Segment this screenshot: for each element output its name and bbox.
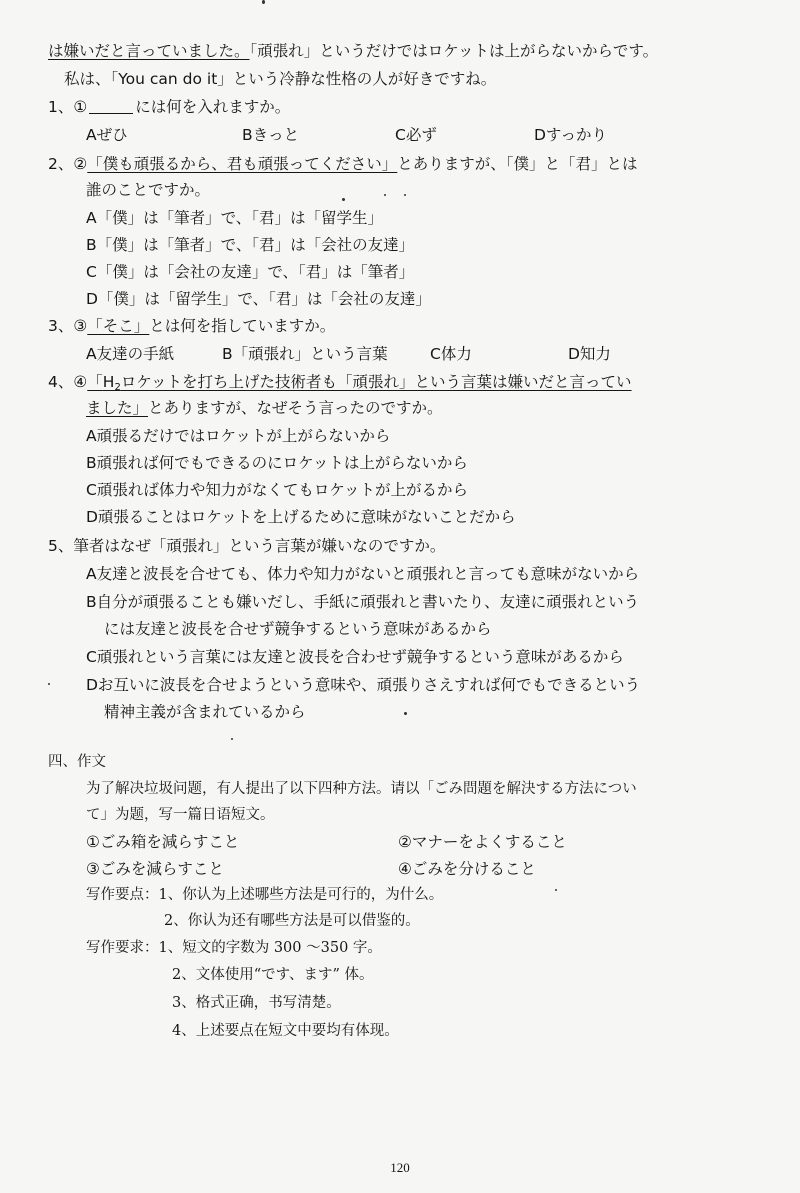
- q3-option-a: A友達の手紙: [86, 345, 175, 363]
- q4-quote-h: H: [102, 373, 115, 391]
- essay-point-2: 2、你认为还有哪些方法是可以借鉴的。: [164, 913, 420, 929]
- page-number: 120: [390, 1160, 410, 1175]
- scan-speck: [404, 194, 406, 196]
- question-2: [48, 154, 638, 174]
- q1-marker: ①: [73, 98, 88, 116]
- q4-option-c: C頑張れば体力や知力がなくてもロケットが上がるから: [86, 481, 469, 499]
- q5-option-b: B自分が頑張ることも嫌いだし、手紙に頑張れと書いたり、友達に頑張れという: [86, 593, 640, 611]
- q2-quote: 「僕も頑張るから、君も頑張ってください」: [87, 155, 398, 173]
- q3-option-c: C体力: [430, 345, 472, 363]
- q2-marker: ②: [73, 155, 88, 173]
- q3-number: 3、: [48, 317, 74, 335]
- q5-option-b-cont: には友達と波長を合せず競争するという意味があるから: [104, 620, 492, 638]
- q3-marker: ③: [73, 317, 88, 335]
- q2-option-d: D「僕」は「留学生」で、「君」は「会社の友達」: [86, 290, 431, 308]
- q3-option-b: B「頑張れ」という言葉: [222, 345, 388, 363]
- q5-text: 筆者はなぜ「頑張れ」という言葉が嫌いなのですか。: [73, 537, 446, 555]
- scan-speck: [231, 738, 233, 740]
- q5-option-a: A友達と波長を合せても、体力や知力がないと頑張れと言っても意味がないから: [86, 565, 640, 583]
- q1-number: 1、: [48, 98, 74, 116]
- essay-prompt-line-2: て」为题，写一篇日语短文。: [86, 807, 275, 823]
- q5-option-d: Dお互いに波長を合せようという意味や、頑張りさえすれば何でもできるという: [86, 676, 641, 694]
- scan-speck: [555, 889, 557, 891]
- q4-quote-open: 「: [87, 373, 103, 391]
- scan-speck: [262, 0, 265, 4]
- intro-underlined: は嫌いだと言っていました。: [48, 42, 250, 60]
- essay-req-2: 2、文体使用“です、ます” 体。: [172, 967, 374, 983]
- q3-quote: 「そこ」: [87, 317, 150, 335]
- essay-req-1: 1、短文的字数为 300 ～350 字。: [158, 940, 382, 956]
- essay-point-1: 1、你认为上述哪些方法是可行的，为什么。: [158, 887, 444, 903]
- q1-blank: [89, 99, 133, 114]
- intro-line-1: [48, 41, 658, 61]
- essay-reqs-line-1: [86, 938, 382, 958]
- q4-quote-line-2: ました」: [86, 399, 149, 417]
- essay-heading: 四、作文: [48, 754, 106, 770]
- essay-points-line-1: [86, 885, 443, 905]
- essay-method-3: ③ごみを減らすこと: [86, 860, 224, 878]
- q2-option-b: B「僕」は「筆者」で、「君」は「会社の友達」: [86, 236, 415, 254]
- q4-number: 4、: [48, 373, 74, 391]
- q3-text: とは何を指していますか。: [149, 317, 336, 335]
- q4-option-a: A頑張るだけではロケットが上がらないから: [86, 427, 391, 445]
- intro-rest: 「頑張れ」というだけではロケットは上がらないからです。: [249, 42, 659, 60]
- q5-number: 5、: [48, 537, 74, 555]
- q1-option-c: C必ず: [395, 126, 437, 144]
- q5-option-c: C頑張れという言葉には友達と波長を合わせず競争するという意味があるから: [86, 648, 624, 666]
- essay-req-4: 4、上述要点在短文中要均有体现。: [172, 1023, 399, 1039]
- q4-marker: ④: [73, 373, 88, 391]
- q2-option-c: C「僕」は「会社の友達」で、「君」は「筆者」: [86, 263, 415, 281]
- scan-speck: [342, 198, 345, 201]
- scan-speck: [384, 194, 386, 196]
- intro-line-2: 私は、「You can do it」という冷静な性格の人が好きですね。: [64, 70, 497, 88]
- q2-option-a: A「僕」は「筆者」で、「君」は「留学生」: [86, 209, 384, 227]
- scan-speck: [48, 683, 50, 685]
- q4-quote: [87, 373, 631, 391]
- essay-method-4: ④ごみを分けること: [398, 860, 536, 878]
- question-4: [48, 372, 632, 398]
- essay-prompt-line-1: 为了解决垃圾问题，有人提出了以下四种方法。请以「ごみ問題を解決する方法につい: [86, 781, 637, 797]
- q1-option-a: Aぜひ: [86, 126, 128, 144]
- q2-number: 2、: [48, 155, 74, 173]
- q4-option-b: B頑張れば何でもできるのにロケットは上がらないから: [86, 454, 468, 472]
- essay-reqs-label: 写作要求：: [86, 940, 159, 956]
- essay-req-3: 3、格式正确，书写清楚。: [172, 995, 341, 1011]
- q1-option-d: Dすっかり: [534, 126, 608, 144]
- scan-speck: [404, 712, 407, 715]
- question-5: [48, 536, 445, 556]
- q1-text: には何を入れますか。: [135, 98, 291, 116]
- q4-text: とありますが、なぜそう言ったのですか。: [148, 399, 443, 417]
- essay-method-2: ②マナーをよくすること: [398, 833, 567, 851]
- q4-line-2: [86, 398, 443, 418]
- q5-option-d-cont: 精神主義が含まれているから: [104, 703, 306, 721]
- q4-quote-line-1: ロケットを打ち上げた技術者も「頑張れ」という言葉は嫌いだと言ってい: [120, 373, 632, 391]
- q2-text: とありますが、「僕」と「君」とは: [397, 155, 638, 173]
- q4-quote-sub: 2: [114, 382, 121, 393]
- q2-text-line-2: 誰のことですか。: [86, 181, 211, 199]
- essay-method-1: ①ごみ箱を減らすこと: [86, 833, 240, 851]
- question-3: [48, 316, 335, 336]
- q1-option-b: Bきっと: [242, 126, 300, 144]
- q3-option-d: D知力: [568, 345, 611, 363]
- question-1: [48, 97, 290, 117]
- q4-option-d: D頑張ることはロケットを上げるために意味がないことだから: [86, 508, 516, 526]
- essay-points-label: 写作要点：: [86, 887, 159, 903]
